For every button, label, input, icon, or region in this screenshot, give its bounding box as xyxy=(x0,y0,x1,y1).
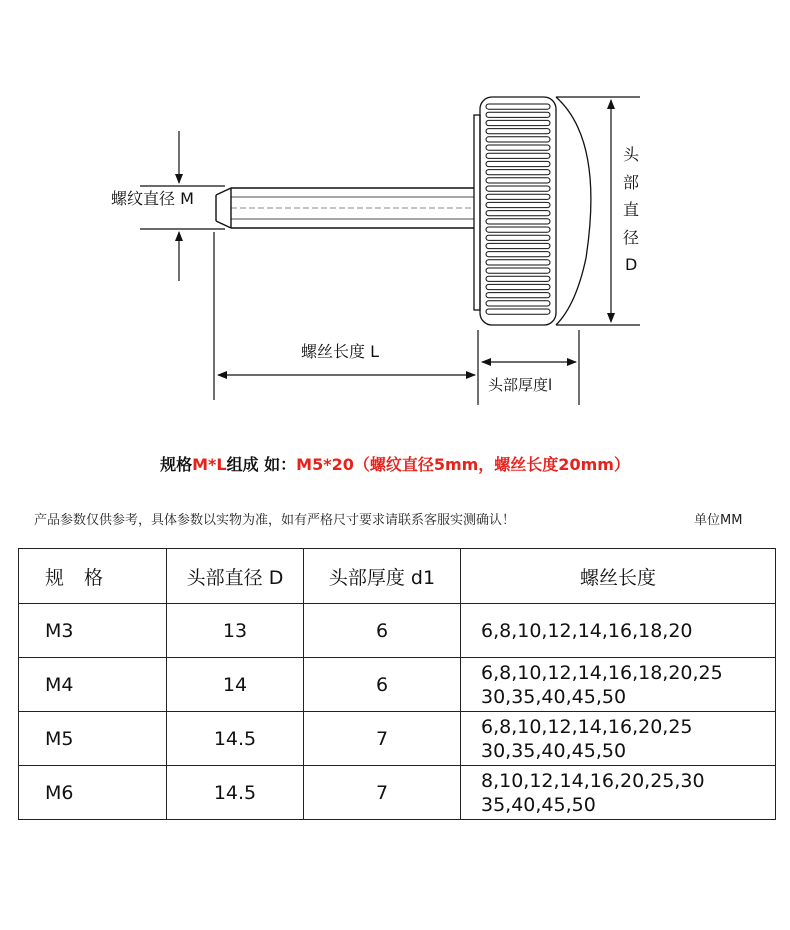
header-screw-length: 螺丝长度 xyxy=(461,549,776,604)
knurl-ridge xyxy=(486,120,550,125)
knurl-ridge xyxy=(486,129,550,134)
head-thickness-label: 头部厚度l xyxy=(488,376,553,394)
knurl-ridge xyxy=(486,112,550,117)
screw-length-label: 螺丝长度 L xyxy=(301,342,380,361)
header-head-thickness: 头部厚度 d1 xyxy=(304,549,461,604)
knurl-ridge xyxy=(486,170,550,175)
knurl-ridge xyxy=(486,243,550,248)
cell-head-diameter: 14.5 xyxy=(167,766,304,820)
knurl-ridge xyxy=(486,252,550,257)
spec-middle: 组成 如： xyxy=(226,455,297,474)
table-row xyxy=(19,712,776,766)
knurl-ridge xyxy=(486,211,550,216)
cell-lengths: 6,8,10,12,14,16,18,20,25 30,35,40,45,50 xyxy=(461,658,776,712)
spec-prefix: 规格 xyxy=(160,455,193,474)
thread-diameter-label: 螺纹直径 M xyxy=(111,189,194,208)
knurl-ridge xyxy=(486,104,550,109)
knurl-ridge xyxy=(486,202,550,207)
knurl-ridge xyxy=(486,301,550,306)
svg-text:头: 头 xyxy=(623,145,640,164)
cell-head-thickness: 6 xyxy=(304,604,461,658)
knurl-ridge xyxy=(486,227,550,232)
knurl-ridge xyxy=(486,153,550,158)
knurl-ridge xyxy=(486,137,550,142)
svg-text:直: 直 xyxy=(623,200,640,219)
knurl-ridge xyxy=(486,268,550,273)
cell-spec: M4 xyxy=(19,658,167,712)
screw-length-dimension xyxy=(214,232,478,405)
cell-head-diameter: 14.5 xyxy=(167,712,304,766)
head-diameter-label xyxy=(623,145,640,274)
knurl-ridge xyxy=(486,161,550,166)
thumb-screw-diagram xyxy=(0,0,790,420)
screw-shaft xyxy=(216,188,474,228)
spec-example: M5*20（螺纹直径5mm，螺丝长度20mm） xyxy=(296,455,630,474)
cell-spec: M6 xyxy=(19,766,167,820)
knurl-ridge xyxy=(486,145,550,150)
cell-lengths: 6,8,10,12,14,16,20,25 30,35,40,45,50 xyxy=(461,712,776,766)
svg-text:D: D xyxy=(625,255,638,274)
unit-label: 单位MM xyxy=(694,513,743,528)
cell-head-diameter: 14 xyxy=(167,658,304,712)
knurl-ridge xyxy=(486,284,550,289)
svg-text:径: 径 xyxy=(623,228,640,247)
cell-head-thickness: 7 xyxy=(304,712,461,766)
cell-head-thickness: 7 xyxy=(304,766,461,820)
knurl-ridge xyxy=(486,235,550,240)
knurl-ridge xyxy=(486,194,550,199)
table-row xyxy=(19,604,776,658)
cell-head-thickness: 6 xyxy=(304,658,461,712)
knurled-head xyxy=(474,97,591,325)
table-row xyxy=(19,766,776,820)
knurl-ridge xyxy=(486,309,550,314)
knurl-ridge xyxy=(486,178,550,183)
table-row xyxy=(19,658,776,712)
disclaimer-note xyxy=(34,509,774,528)
svg-text:部: 部 xyxy=(623,173,640,192)
knurl-ridge xyxy=(486,186,550,191)
knurl-ridge xyxy=(486,293,550,298)
knurl-ridge xyxy=(486,219,550,224)
disclaimer-text: 产品参数仅供参考，具体参数以实物为准，如有严格尺寸要求请联系客服实测确认！ xyxy=(34,513,516,528)
spec-table xyxy=(18,548,776,820)
spec-code: M*L xyxy=(192,455,227,474)
cell-lengths: 6,8,10,12,14,16,18,20 xyxy=(461,604,776,658)
cell-lengths: 8,10,12,14,16,20,25,30 35,40,45,50 xyxy=(461,766,776,820)
knurl-ridge xyxy=(486,276,550,281)
cell-spec: M3 xyxy=(19,604,167,658)
knurl-ridges xyxy=(486,104,550,314)
header-spec: 规格 xyxy=(19,549,167,604)
table-header-row xyxy=(19,549,776,604)
knurl-ridge xyxy=(486,260,550,265)
spec-format-line xyxy=(0,452,790,475)
header-head-diameter: 头部直径 D xyxy=(167,549,304,604)
cell-spec: M5 xyxy=(19,712,167,766)
cell-head-diameter: 13 xyxy=(167,604,304,658)
